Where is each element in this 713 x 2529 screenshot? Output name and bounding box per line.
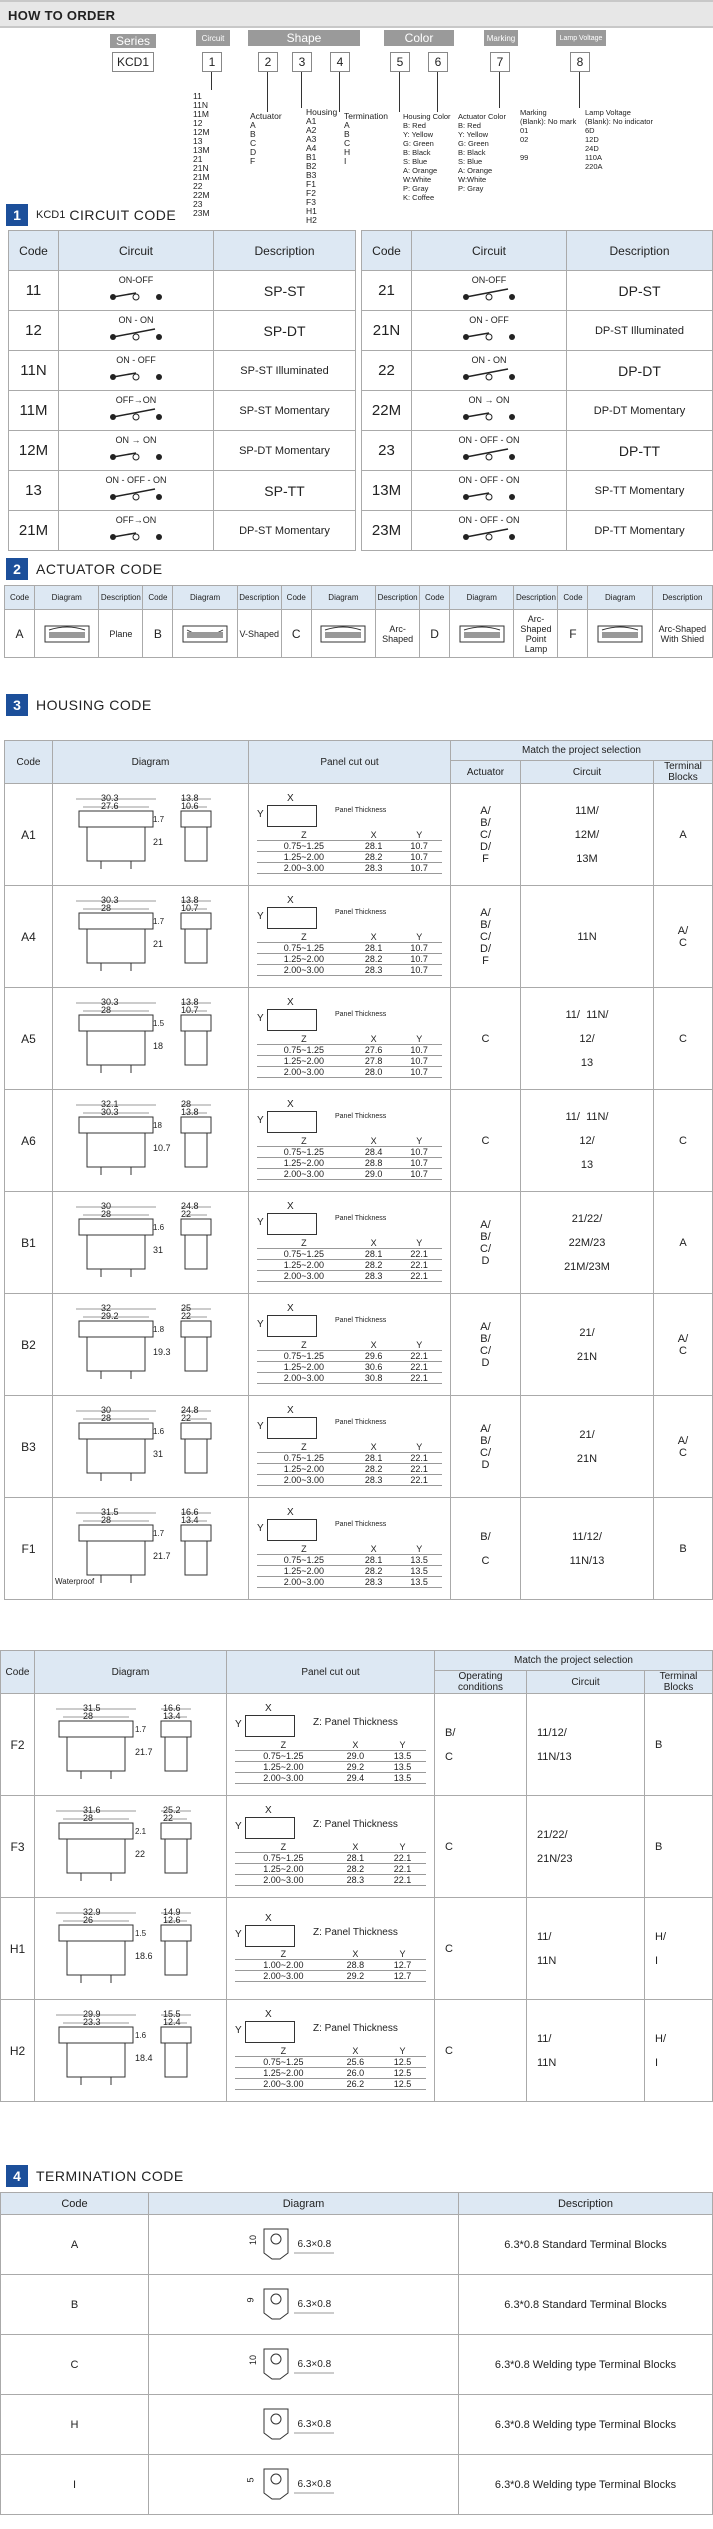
circuit-row xyxy=(9,351,713,391)
housing-code: F3 xyxy=(1,1796,35,1898)
circuit-desc: DP-ST Illuminated xyxy=(567,311,713,351)
termination-code: B xyxy=(1,2275,149,2335)
circuit-diagram: OFF→ON xyxy=(59,395,213,427)
termination-code-table: Code Diagram Description A 10 6.3×0.8 6.3*0.8 Standard Terminal Blocks B 9 6.3×0.8 6.3*0.8 Standard Terminal Blocks C 10 6.3×0.8 6.3*0.8 Welding type Terminal Blocks H 6.3×0.8 6.3*0.8 Welding type Terminal Blocks I 5 6.3×0.8 6.3*0.8 Welding type Terminal Blocks xyxy=(0,2192,713,2515)
circuit-desc: SP-TT Momentary xyxy=(567,471,713,511)
circuit-code-table: Code Circuit Description Code Circuit Description 11 ON-OFF SP-ST 21 ON-OFF DP-ST 12 ON - ON SP-DT 21N ON - OFF DP-ST Illuminated 11N ON - OFF SP-ST Illuminated 22 ON - ON DP-DT 11M OFF→ON SP-ST Momentary 22M ON → ON DP-DT Momentary 12M ON → ON SP-DT Momentary 23 ON - OFF - ON DP-TT 13 ON - OFF - ON SP-TT 13M ON - OFF - ON SP-TT Momentary 21M OFF→ON DP-ST Momentary 23M ON - OFF - ON DP-TT Momentary xyxy=(8,230,713,551)
marking-list: Marking (Blank): No mark 01 02 99 xyxy=(520,108,577,162)
housing-code: A5 xyxy=(5,988,53,1090)
series-value: KCD1 xyxy=(112,52,154,72)
housing-diagram: 32 29.2 25 22 19.3 1.8 xyxy=(53,1303,248,1386)
circuit-code: 11N xyxy=(9,351,59,391)
circuit-desc: SP-ST Illuminated xyxy=(214,351,356,391)
circuit-diagram: ON → ON xyxy=(59,435,213,467)
actuator-desc: Arc-Shaped With Shied xyxy=(652,610,712,658)
housing-code: H2 xyxy=(1,2000,35,2102)
actuator-diagram xyxy=(450,610,514,658)
termination-diagram: 5 6.3×0.8 xyxy=(149,2455,459,2515)
housing-row xyxy=(1,1694,713,1796)
termination-code: C xyxy=(1,2335,149,2395)
circuit-desc: DP-TT xyxy=(567,431,713,471)
housing-row xyxy=(5,784,713,886)
housing-actuator: C xyxy=(435,2000,527,2102)
housing-diagram: 30 28 24.8 22 31 1.6 xyxy=(53,1405,248,1488)
housing-actuator: A/ B/ C/ D/ F xyxy=(451,784,521,886)
housing-diagram: 30.3 28 13.8 10.7 18 1.5 xyxy=(53,997,248,1080)
circuit-diagram: ON - ON xyxy=(412,355,566,387)
actuator-code: A xyxy=(5,610,35,658)
housing-circuit: 11/ 11N xyxy=(527,2000,645,2102)
termination-desc: 6.3*0.8 Welding type Terminal Blocks xyxy=(459,2395,713,2455)
shape-num-2: 2 xyxy=(258,52,278,72)
housing-diagram: 29.9 23.3 15.5 12.4 18.4 1.6 xyxy=(35,2009,226,2092)
housing-actuator: A/ B/ C/ D xyxy=(451,1396,521,1498)
housing-diagram: 31.6 28 25.2 22 22 2.1 xyxy=(35,1805,226,1888)
termination-code: A xyxy=(1,2215,149,2275)
circuit-row xyxy=(9,271,713,311)
circuit-diagram: ON - ON xyxy=(59,315,213,347)
housing-terminal: B xyxy=(645,1694,713,1796)
housing-circuit: 11M/ 12M/ 13M xyxy=(521,784,654,886)
housing-terminal: A/ C xyxy=(654,1294,713,1396)
circuit-code: 21M xyxy=(9,511,59,551)
actuator-diagram xyxy=(588,610,652,658)
circuit-diagram: ON - OFF - ON xyxy=(59,475,213,507)
circuit-desc: DP-ST Momentary xyxy=(214,511,356,551)
panel-cutout: X Y Panel Thickness Z X Y 0.75~1.25 28.1 10.7 1.25~2.00 28.2 10.7 2.00~3.00 28.3 10.7 xyxy=(249,793,450,876)
housing-terminal: C xyxy=(654,988,713,1090)
housing-actuator: A/ B/ C/ D/ F xyxy=(451,886,521,988)
termination-code-heading: 4 TERMINATION CODE xyxy=(6,2164,184,2188)
lamp-label: Lamp Voltage xyxy=(556,30,606,46)
termination-desc: 6.3*0.8 Welding type Terminal Blocks xyxy=(459,2455,713,2515)
circuit-diagram: ON-OFF xyxy=(59,275,213,307)
actuator-diagram xyxy=(173,610,237,658)
circuit-diagram: OFF→ON xyxy=(59,515,213,547)
panel-cutout: X Y Panel Thickness Z X Y 0.75~1.25 27.6 10.7 1.25~2.00 27.8 10.7 2.00~3.00 28.0 10.7 xyxy=(249,997,450,1080)
housing-actuator: C xyxy=(435,1898,527,2000)
housing-circuit: 21/ 21N xyxy=(521,1396,654,1498)
housing-diagram: 30.3 28 13.8 10.7 21 1.7 xyxy=(53,895,248,978)
housing-circuit: 11/ 11N/ 12/ 13 xyxy=(521,988,654,1090)
termination-diagram: 9 6.3×0.8 xyxy=(149,2275,459,2335)
actuator-code: F xyxy=(558,610,588,658)
housing-terminal: H/ I xyxy=(645,2000,713,2102)
housing-actuator: C xyxy=(451,1090,521,1192)
housing-diagram: 32.1 30.3 28 13.8 10.7 18 xyxy=(53,1099,248,1182)
color-num-5: 5 xyxy=(390,52,410,72)
termination-desc: 6.3*0.8 Standard Terminal Blocks xyxy=(459,2275,713,2335)
termination-diagram: 10 6.3×0.8 xyxy=(149,2335,459,2395)
circuit-row xyxy=(9,471,713,511)
housing-terminal: A/ C xyxy=(654,1396,713,1498)
housing-code: F1 xyxy=(5,1498,53,1600)
housing-row xyxy=(5,988,713,1090)
termination-diagram: 10 6.3×0.8 xyxy=(149,2215,459,2275)
panel-cutout: X Y Z: Panel Thickness Z X Y 0.75~1.25 25.6 12.5 1.25~2.00 26.0 12.5 2.00~3.00 26.2 12.5 xyxy=(227,2009,434,2092)
housing-code: A6 xyxy=(5,1090,53,1192)
housing-code: H1 xyxy=(1,1898,35,2000)
circuit-desc: SP-DT Momentary xyxy=(214,431,356,471)
actuator-list: Actuator A B C D F xyxy=(250,111,282,166)
housing-circuit: 11N xyxy=(521,886,654,988)
circuit-diagram: ON - OFF xyxy=(59,355,213,387)
circuit-row xyxy=(9,311,713,351)
housing-terminal: H/ I xyxy=(645,1898,713,2000)
housing-color-list: Housing Color B: Red Y: Yellow G: Green B: Black S: Blue A: Orange W:White P: Gray K: Coffee xyxy=(403,112,451,202)
circuit-row xyxy=(9,431,713,471)
panel-cutout: X Y Panel Thickness Z X Y 0.75~1.25 28.1 22.1 1.25~2.00 28.2 22.1 2.00~3.00 28.3 22.1 xyxy=(249,1405,450,1488)
housing-row xyxy=(5,1396,713,1498)
housing-diagram: 31.5 28 16.6 13.4 21.7 1.7 xyxy=(35,1703,226,1786)
termination-row xyxy=(1,2455,713,2515)
lamp-list: Lamp Voltage (Blank): No indicator 6D 12D 24D 110A 220A xyxy=(585,108,653,171)
housing-row xyxy=(1,1898,713,2000)
housing-code: B1 xyxy=(5,1192,53,1294)
actuator-code: C xyxy=(281,610,311,658)
circuit-code: 23M xyxy=(362,511,412,551)
circuit-desc: SP-DT xyxy=(214,311,356,351)
housing-row xyxy=(5,1498,713,1600)
actuator-desc: Arc-Shaped xyxy=(376,610,420,658)
circuit-diagram: ON - OFF - ON xyxy=(412,515,566,547)
panel-cutout: X Y Panel Thickness Z X Y 0.75~1.25 28.1 22.1 1.25~2.00 28.2 22.1 2.00~3.00 28.3 22.1 xyxy=(249,1201,450,1284)
housing-code: F2 xyxy=(1,1694,35,1796)
actuator-code-table: Code Diagram Description Code Diagram Description Code Diagram Description Code Diagram Description Code Diagram Description A Plane B V-Shaped C Arc-Shaped D Arc-Shaped Point Lamp F Arc-Shaped With Shied xyxy=(4,585,713,658)
housing-list: Housing A1 A2 A3 A4 B1 B2 B3 F1 F2 F3 H1 H2 xyxy=(306,107,338,225)
circuit-code: 21 xyxy=(362,271,412,311)
circuit-code: 22M xyxy=(362,391,412,431)
housing-code: A4 xyxy=(5,886,53,988)
housing-diagram: 30 28 24.8 22 31 1.6 xyxy=(53,1201,248,1284)
actuator-desc: Plane xyxy=(99,610,143,658)
termination-row xyxy=(1,2215,713,2275)
circuit-code: 13 xyxy=(9,471,59,511)
panel-cutout: X Y Panel Thickness Z X Y 0.75~1.25 28.4 10.7 1.25~2.00 28.8 10.7 2.00~3.00 29.0 10.7 xyxy=(249,1099,450,1182)
marking-label: Marking xyxy=(484,30,518,46)
panel-cutout: X Y Z: Panel Thickness Z X Y 0.75~1.25 28.1 22.1 1.25~2.00 28.2 22.1 2.00~3.00 28.3 22.1 xyxy=(227,1805,434,1888)
shape-num-4: 4 xyxy=(330,52,350,72)
termination-code: H xyxy=(1,2395,149,2455)
housing-terminal: C xyxy=(654,1090,713,1192)
actuator-diagram xyxy=(311,610,375,658)
circuit-desc: DP-DT Momentary xyxy=(567,391,713,431)
circuit-code: 21N xyxy=(362,311,412,351)
housing-row xyxy=(5,886,713,988)
housing-terminal: B xyxy=(645,1796,713,1898)
circuit-code: 12M xyxy=(9,431,59,471)
circuit-row xyxy=(9,511,713,551)
termination-row xyxy=(1,2395,713,2455)
housing-actuator: C xyxy=(451,988,521,1090)
actuator-code: B xyxy=(143,610,173,658)
housing-code-heading: 3 HOUSING CODE xyxy=(6,693,152,717)
circuit-diagram: ON - OFF - ON xyxy=(412,435,566,467)
panel-cutout: X Y Panel Thickness Z X Y 0.75~1.25 29.6 22.1 1.25~2.00 30.6 22.1 2.00~3.00 30.8 22.1 xyxy=(249,1303,450,1386)
housing-actuator: A/ B/ C/ D xyxy=(451,1294,521,1396)
housing-row xyxy=(5,1294,713,1396)
circuit-diagram: ON-OFF xyxy=(412,275,566,307)
housing-code: B3 xyxy=(5,1396,53,1498)
circuit-list: 11 11N 11M 12 12M 13 13M 21 21N 21M 22 22M 23 23M xyxy=(193,91,210,218)
circuit-desc: SP-ST Momentary xyxy=(214,391,356,431)
panel-cutout: X Y Z: Panel Thickness Z X Y 1.00~2.00 28.8 12.7 2.00~3.00 29.2 12.7 xyxy=(227,1913,434,1985)
actuator-color-list: Actuator Color B: Red Y: Yellow G: Green B: Black S: Blue A: Orange W:White P: Gray xyxy=(458,112,506,193)
housing-terminal: A/ C xyxy=(654,886,713,988)
circuit-row xyxy=(9,391,713,431)
housing-actuator: B/ C xyxy=(435,1694,527,1796)
termination-desc: 6.3*0.8 Standard Terminal Blocks xyxy=(459,2215,713,2275)
shape-num-3: 3 xyxy=(292,52,312,72)
circuit-code-heading: 1 KCD1 CIRCUIT CODE xyxy=(6,203,176,227)
circuit-diagram: ON → ON xyxy=(412,395,566,427)
circuit-desc: SP-ST xyxy=(214,271,356,311)
termination-list: Termination A B C H I xyxy=(344,111,388,166)
circuit-code: 22 xyxy=(362,351,412,391)
housing-code: B2 xyxy=(5,1294,53,1396)
housing-circuit: 11/12/ 11N/13 xyxy=(527,1694,645,1796)
actuator-code: D xyxy=(420,610,450,658)
actuator-desc: Arc-Shaped Point Lamp xyxy=(514,610,558,658)
shape-label: Shape xyxy=(248,30,360,46)
termination-row xyxy=(1,2275,713,2335)
termination-diagram: 6.3×0.8 xyxy=(149,2395,459,2455)
panel-cutout: X Y Panel Thickness Z X Y 0.75~1.25 28.1 13.5 1.25~2.00 28.2 13.5 2.00~3.00 28.3 13.5 xyxy=(249,1507,450,1590)
circuit-code: 12 xyxy=(9,311,59,351)
housing-actuator: A/ B/ C/ D xyxy=(451,1192,521,1294)
termination-row xyxy=(1,2335,713,2395)
termination-code: I xyxy=(1,2455,149,2515)
housing-row xyxy=(5,1090,713,1192)
panel-cutout: X Y Panel Thickness Z X Y 0.75~1.25 28.1 10.7 1.25~2.00 28.2 10.7 2.00~3.00 28.3 10.7 xyxy=(249,895,450,978)
circuit-diagram: ON - OFF xyxy=(412,315,566,347)
housing-diagram: 32.9 26 14.9 12.6 18.6 1.5 xyxy=(35,1907,226,1990)
circuit-code: 11 xyxy=(9,271,59,311)
circuit-desc: SP-TT xyxy=(214,471,356,511)
housing-circuit: 21/ 21N xyxy=(521,1294,654,1396)
housing-row xyxy=(1,1796,713,1898)
circuit-desc: DP-ST xyxy=(567,271,713,311)
circuit-desc: DP-TT Momentary xyxy=(567,511,713,551)
housing-code-table: Code Diagram Panel cut out Match the project selection Actuator Circuit Terminal Blocks A1 30.3 27.6 13.8 10.6 21 1.7 X Y Panel Thickness Z X Y 0.75~1.25 28.1 10.7 1.25~2.00 28.2 10.7 2.00~3.00 28.3 10.7 A/ B/ C/ D/ F 11M/ 12M/ 13M A A4 30.3 28 13.8 10.7 21 1.7 X Y Panel Thickness Z X Y 0.75~1.25 28.1 10.7 1.25~2.00 28.2 10.7 2.00~3.00 28.3 10.7 A/ B/ C/ D/ F 11N A/ C A5 30.3 28 13.8 10.7 18 1.5 X Y Panel Thickness Z X Y 0.75~1.25 27.6 10.7 1.25~2.00 27.8 10.7 2.00~3.00 28.0 10.7 C 11/ 11N/ 12/ 13 C A6 32.1 30.3 28 13.8 10.7 18 X Y Panel Thickness Z X Y 0.75~1.25 28.4 10.7 1.25~2.00 28.8 10.7 2.00~3.00 29.0 10.7 C 11/ 11N/ 12/ 13 C B1 30 28 24.8 22 31 1.6 X Y Panel Thickness Z X Y 0.75~1.25 28.1 22.1 1.25~2.00 28.2 22.1 2.00~3.00 28.3 22.1 A/ B/ C/ D 21/22/ 22M/23 21M/23M A B2 32 29.2 25 22 19.3 1.8 X Y Panel Thickness Z X Y 0.75~1.25 29.6 22.1 1.25~2.00 30.6 22.1 2.00~3.00 30.8 22.1 A/ B/ C/ D 21/ 21N A/ C B3 30 28 24.8 22 31 1.6 X Y Panel Thickness Z X Y 0.75~1.25 28.1 22.1 1.25~2.00 28.2 22.1 2.00~3.00 28.3 22.1 A/ B/ C/ D 21/ 21N A/ C F1 31.5 28 16.6 13.4 21.7 1.7 Waterproof X Y Panel Thickness Z X Y 0.75~1.25 28.1 13.5 1.25~2.00 28.2 13.5 2.00~3.00 28.3 13.5 B/ C 11/12/ 11N/13 B xyxy=(4,740,713,1600)
circuit-code: 13M xyxy=(362,471,412,511)
actuator-desc: V-Shaped xyxy=(237,610,281,658)
termination-desc: 6.3*0.8 Welding type Terminal Blocks xyxy=(459,2335,713,2395)
housing-terminal: B xyxy=(654,1498,713,1600)
panel-cutout: X Y Z: Panel Thickness Z X Y 0.75~1.25 29.0 13.5 1.25~2.00 29.2 13.5 2.00~3.00 29.4 13.5 xyxy=(227,1703,434,1786)
housing-code-table-continued: Code Diagram Panel cut out Match the project selection Operating conditions Circuit Terminal Blocks F2 31.5 28 16.6 13.4 21.7 1.7 X Y Z: Panel Thickness Z X Y 0.75~1.25 29.0 13.5 1.25~2.00 29.2 13.5 2.00~3.00 29.4 13.5 B/ C 11/12/ 11N/13 B F3 31.6 28 25.2 22 22 2.1 X Y Z: Panel Thickness Z X Y 0.75~1.25 28.1 22.1 1.25~2.00 28.2 22.1 2.00~3.00 28.3 22.1 C 21/22/ 21N/23 B H1 32.9 26 14.9 12.6 18.6 1.5 X Y Z: Panel Thickness Z X Y 1.00~2.00 28.8 12.7 2.00~3.00 29.2 12.7 C 11/ 11N H/ I H2 29.9 23.3 15.5 12.4 18.4 1.6 X Y Z: Panel Thickness Z X Y 0.75~1.25 25.6 12.5 1.25~2.00 26.0 12.5 2.00~3.00 26.2 12.5 C 11/ 11N H/ I xyxy=(0,1650,713,2102)
page-title: HOW TO ORDER xyxy=(0,0,713,28)
housing-circuit: 11/ 11N xyxy=(527,1898,645,2000)
lamp-num: 8 xyxy=(570,52,590,72)
circuit-label: Circuit xyxy=(196,30,230,46)
housing-code: A1 xyxy=(5,784,53,886)
marking-num: 7 xyxy=(490,52,510,72)
housing-row xyxy=(1,2000,713,2102)
housing-row xyxy=(5,1192,713,1294)
housing-terminal: A xyxy=(654,784,713,886)
housing-terminal: A xyxy=(654,1192,713,1294)
housing-circuit: 21/22/ 21N/23 xyxy=(527,1796,645,1898)
housing-circuit: 21/22/ 22M/23 21M/23M xyxy=(521,1192,654,1294)
actuator-code-heading: 2 ACTUATOR CODE xyxy=(6,557,163,581)
color-label: Color xyxy=(384,30,454,46)
housing-diagram: 31.5 28 16.6 13.4 21.7 1.7 Waterproof xyxy=(53,1507,248,1590)
housing-circuit: 11/ 11N/ 12/ 13 xyxy=(521,1090,654,1192)
circuit-code: 11M xyxy=(9,391,59,431)
housing-diagram: 30.3 27.6 13.8 10.6 21 1.7 xyxy=(53,793,248,876)
circuit-num: 1 xyxy=(202,52,222,72)
series-label: Series xyxy=(110,34,156,48)
housing-actuator: B/ C xyxy=(451,1498,521,1600)
color-num-6: 6 xyxy=(428,52,448,72)
actuator-diagram xyxy=(35,610,99,658)
circuit-diagram: ON - OFF - ON xyxy=(412,475,566,507)
circuit-code: 23 xyxy=(362,431,412,471)
housing-circuit: 11/12/ 11N/13 xyxy=(521,1498,654,1600)
housing-actuator: C xyxy=(435,1796,527,1898)
circuit-desc: DP-DT xyxy=(567,351,713,391)
